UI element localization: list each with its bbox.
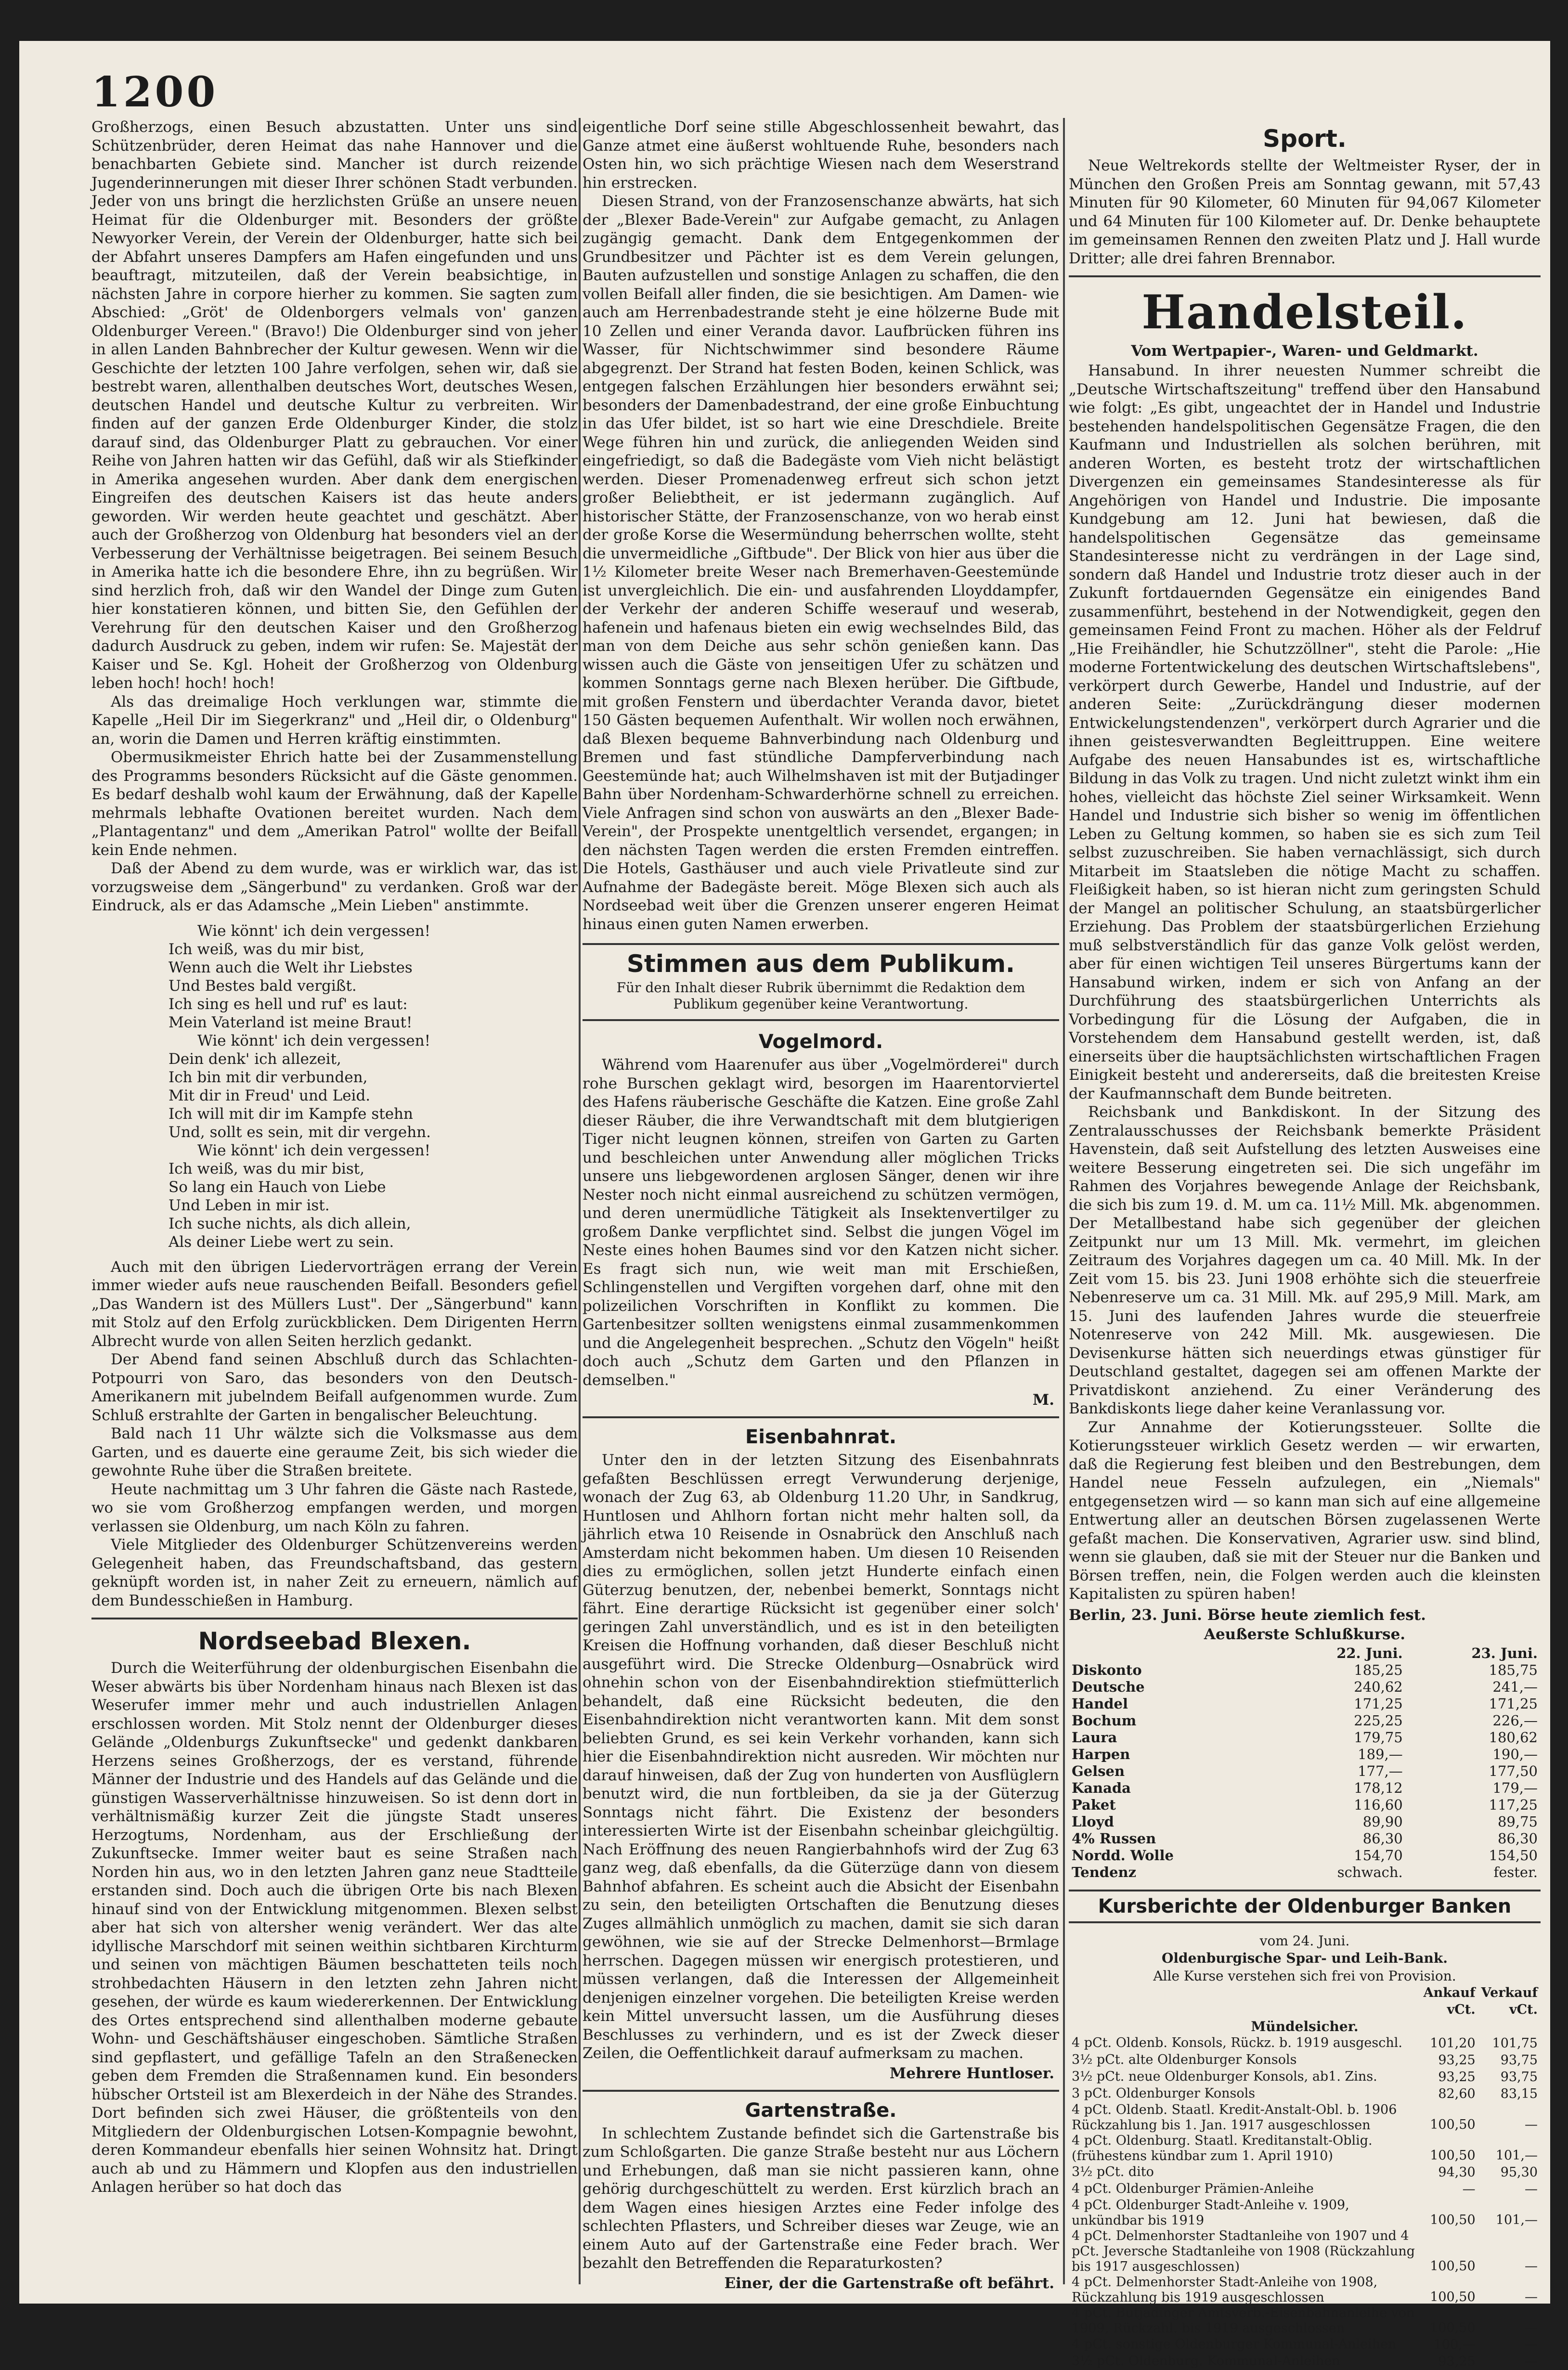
song-lyrics [168, 922, 578, 1251]
bond-group-label: Mündelsicher. [1251, 2018, 1359, 2034]
section-rule [91, 1618, 578, 1619]
stock-price: 190,— [1492, 1746, 1538, 1762]
subheadline-market: Vom Wertpapier-, Waren- und Geldmarkt. [1131, 342, 1478, 360]
table-row [1069, 1746, 1541, 1763]
bond-name: 4 pCt. Delmenhorster Stadtanleihe von 1907 und 4 pCt. Jeversche Stadtanleihe von 1908 (Rückzahlung bis 1917 ausgeschlossen) [1072, 2228, 1415, 2274]
stock-price: 177,— [1358, 1762, 1403, 1779]
poem-line: Und Leben in mir ist. [168, 1196, 330, 1214]
poem-line: Ich bin mit dir verbunden, [168, 1068, 368, 1086]
kurs-date: vom 24. Juni. [1259, 1932, 1350, 1949]
poem-line: Als deiner Liebe wert zu sein. [168, 1233, 394, 1251]
section-rule [583, 1416, 1059, 1418]
stock-price: 178,12 [1354, 1779, 1403, 1796]
bond-rate: 93,25 [1438, 2052, 1476, 2068]
kurs-note: Alle Kurse verstehen sich frei von Provision. [1153, 1968, 1456, 1984]
bond-rate: 95,30 [1500, 2164, 1538, 2180]
stock-table-header: 23. Juni. [1471, 1645, 1538, 1661]
section-rule [1069, 275, 1541, 277]
bond-name: 4 pCt. Delmenhorster Stadt-Anleihe von 1908, Rückzahlung bis 1919 ausgeschlossen [1072, 2274, 1378, 2305]
bond-rate: 83,15 [1500, 2086, 1538, 2101]
headline-eisenbahnrat: Eisenbahnrat. [745, 1426, 897, 1448]
stock-price: schwach. [1337, 1864, 1403, 1880]
stock-price: fester. [1493, 1864, 1538, 1880]
article-paragraph: Zur Annahme der Kotierungssteuer. Sollte die Kotierungssteuer wirklich Gesetz werden — wir erwarten, daß die Regierung fest bleiben und den Bestrebungen, dem Handel neue Fesseln aufzulegen, ein „Niemals" entgegensetzen wird — so kann man sich auf eine allgemeine Entwertung aller an deutschen Börsen zugelassenen Werte gefaßt machen. Die Konservativen, Agrarier usw. sind blind, wenn sie glauben, daß sie mit der Steuer nur die Banken und Börsen treffen, nein, die Folgen werden auch die kleinsten Kapitalisten zu spüren haben! [1069, 1418, 1541, 1603]
table-row [1069, 1763, 1541, 1780]
headline-kursberichte: Kursberichte der Oldenburger Banken [1098, 1895, 1512, 1917]
bond-rate: 100,50 [1430, 2320, 1476, 2335]
stock-name: Harpen [1072, 1746, 1130, 1762]
stock-price: 179,— [1492, 1779, 1538, 1796]
bond-name: 3½ pCt. alte Oldenburger Konsols [1072, 2052, 1297, 2067]
bond-table-header: Ankauf [1423, 1985, 1476, 2000]
poem-line: Und Bestes bald vergißt. [168, 977, 357, 995]
bond-name: 4 pCt. Oldenb. Staatl. Kredit-Anstalt-Obl. b. 1906 Rückzahlung bis 1. Jan. 1917 ausgeschlossen [1072, 2102, 1397, 2133]
headline-gartenstrasse: Gartenstraße. [745, 2099, 897, 2122]
bond-rate: — [1525, 2320, 1538, 2335]
table-row [1069, 1847, 1541, 1864]
poem-line: Wie könnt' ich dein vergessen! [197, 922, 431, 940]
bond-rate: — [1525, 2258, 1538, 2274]
table-row [1069, 1797, 1541, 1813]
column-1 [91, 118, 578, 2284]
poem-line: Wenn auch die Welt ihr Liebstes [168, 958, 413, 976]
headline-blexen: Nordseebad Blexen. [198, 1627, 471, 1655]
stock-price: 86,30 [1497, 1830, 1538, 1847]
article-paragraph: eigentliche Dorf seine stille Abgeschlossenheit bewahrt, das Ganze atmet eine äußerst wohltuende Ruhe, besonders nach Osten hin, wo sich prächtige Wiesen nach dem Weserstrand hin erstrecken. [583, 118, 1059, 192]
stock-price: 241,— [1492, 1678, 1538, 1695]
bond-rate: — [1462, 2181, 1476, 2197]
stock-table-header: 22. Juni. [1336, 1645, 1403, 1661]
stock-price: 89,75 [1497, 1813, 1538, 1830]
bond-rate: 93,25 [1438, 2069, 1476, 2085]
table-row [1069, 1712, 1541, 1729]
bond-rate: 82,60 [1438, 2086, 1476, 2101]
bond-rate: — [1525, 2354, 1538, 2369]
article-paragraph: Der Abend fand seinen Abschluß durch das Schlachten-Potpourri von Saro, das besonders von den Deutsch-Amerikanern mit jubelndem Beifall aufgenommen wurde. Zum Schluß erstrahlte der Garten in bengalischer Beleuchtung. [91, 1351, 578, 1424]
bond-table-header: Verkauf [1481, 1985, 1538, 2000]
signature: Einer, der die Gartenstraße oft befährt. [724, 2274, 1054, 2292]
table-row [1069, 2228, 1541, 2275]
poem-line: So lang ein Hauch von Liebe [168, 1178, 386, 1196]
article-paragraph: Während vom Haarenufer aus über „Vogelmörderei" durch rohe Burschen geklagt wird, besorgen im Haarentorviertel des Hafens räuberische Geschäfte die Katzen. Eine große Zahl dieser Räuber, die ihre Verwandtschaft mit dem blutgierigen Tiger nicht leugnen können, streifen von Garten zu Garten und beschleichen unter Anwendung aller möglichen Tricks unsere uns liebgewordenen arglosen Sänger, denen wir ihre Nester noch nicht einmal ausreichend zu schützen vermögen, und deren unermüdliche Tätigkeit als Insektenvertilger zu großem Danke verpflichtet sind. Selbst die jungen Vögel im Neste eines hohen Baumes sind vor den Katzen nicht sicher. Es fragt sich nun, wie weit man mit Erschießen, Schlingenstellen und Vergiften vorgehen darf, ohne mit den polizeilichen Vorschriften in Konflikt zu kommen. Die Gartenbesitzer sollten wenigstens einmal zusammenkommen und die Angelegenheit besprechen. „Schutz den Vögeln" heißt doch auch „Schutz dem Garten und den Pflanzen in demselben." [583, 1056, 1059, 1389]
bond-rate: — [1525, 2181, 1538, 2197]
bond-rate: 100,50 [1430, 2117, 1476, 2132]
table-row [1069, 1729, 1541, 1746]
bond-name: 3½ pCt. Oldenburg. Kommunal-Anleihen [1072, 2354, 1340, 2369]
stock-name: Lloyd [1072, 1813, 1114, 1830]
stock-price: 240,62 [1354, 1678, 1403, 1695]
article-paragraph: Auch mit den übrigen Liedervorträgen errang der Verein immer wieder aufs neue rauschenden Beifall. Besonders gefiel „Das Wandern ist des Müllers Lust". Der „Sängerbund" kann mit Stolz auf den Erfolg zurückblicken. Dem Dirigenten Herrn Albrecht wurde von allen Seiten herzlich gedankt. [91, 1258, 578, 1350]
article-paragraph: Neue Weltrekords stellte der Weltmeister Ryser, der in München den Großen Preis am Sonntag gewann, mit 57,43 Minuten für 90 Kilometer, 60 Minuten für 94,067 Kilometer und 64 Minuten für 100 Kilometer auf. Dr. Denke behauptete im gemeinsamen Rennen den zweiten Platz und J. Hall wurde Dritter; alle drei fahren Brennabor. [1069, 157, 1541, 267]
table-row [1069, 2275, 1541, 2305]
bond-rate: 101,— [1495, 2148, 1538, 2163]
stock-price: 171,25 [1489, 1695, 1538, 1712]
bond-name: 4 pCt. Oldenburg. Staatl. Kreditanstalt-Oblig. (frühestens kündbar zum 1. April 1910) [1072, 2133, 1373, 2163]
article-paragraph: In schlechtem Zustande befindet sich die Gartenstraße bis zum Schloßgarten. Die ganze Straße besteht nur aus Löchern und Erhebungen, daß man sie nicht passieren kann, ohne gehörig durchgeschüttelt zu werden. Erst kürzlich brach an dem Wagen eines hiesigen Arztes eine Feder infolge des schlechten Pflasters, und Schreiber dieses war Zeuge, wie an einem Auto auf der Gartenstraße eine Feder brach. Wer bezahlt den Betreffenden die Reparaturkosten? [583, 2124, 1059, 2272]
table-row [1069, 2336, 1541, 2353]
bond-name: 4 pCt. Oldenb. Konsols, Rückz. b. 1919 ausgeschl. [1072, 2035, 1402, 2050]
headline-vogelmord: Vogelmord. [758, 1031, 883, 1053]
stock-exchange-intro: Berlin, 23. Juni. Börse heute ziemlich fest. [1069, 1606, 1426, 1624]
headline-sport: Sport. [1263, 125, 1347, 153]
stock-price: 171,25 [1354, 1695, 1403, 1712]
bond-name: 3½ pCt. neue Oldenburger Konsols, ab1. Zins. [1072, 2069, 1377, 2084]
stock-price: 189,— [1358, 1746, 1403, 1762]
stock-name: Laura [1072, 1729, 1117, 1746]
article-paragraph: Als das dreimalige Hoch verklungen war, stimmte die Kapelle „Heil Dir im Siegerkranz" und „Heil dir, o Oldenburg" an, worin die Damen und Herren kräftig einstimmten. [91, 693, 578, 748]
table-row [1069, 1780, 1541, 1797]
poem-line: Wie könnt' ich dein vergessen! [197, 1141, 431, 1159]
table-row [1069, 2069, 1541, 2085]
bond-rate: 94,30 [1438, 2164, 1476, 2180]
stock-name: 4% Russen [1072, 1830, 1156, 1847]
stock-price: 177,50 [1489, 1762, 1538, 1779]
bond-rate: 100,50 [1430, 2148, 1476, 2163]
bond-rate: — [1525, 2289, 1538, 2305]
poem-line: Ich weiß, was du mir bist, [168, 1160, 365, 1178]
poem-line: Ich suche nichts, als dich allein, [168, 1215, 411, 1232]
bond-rate: 100,50 [1430, 2258, 1476, 2274]
stock-name: Bochum [1072, 1712, 1137, 1729]
article-paragraph: Hansabund. In ihrer neuesten Nummer schreibt die „Deutsche Wirtschaftszeitung" treffend über den Hansabund wie folgt: „Es gibt, ungeachtet der in Handel und Industrie bestehenden handelspolitischen Gegensätze Fragen, die den Kaufmann und Industriellen als solchen berühren, mit anderen Worten, es besteht trotz der wirtschaftlichen Divergenzen ein gemeinsames Standesinteresse als für Angehörigen von Handel und Industrie. Die imposante Kundgebung am 12. Juni hat bewiesen, daß die handelspolitischen Gegensätze das gemeinsame Standesinteresse nicht zu verdrängen in der Lage sind, sondern daß Handel und Industrie trotz dieser auch in der Zukunft fortdauernden Gegensätze ein einigendes Band zusammenführt, bestehend in der Notwendigkeit, gegen den gemeinsamen Feind Front zu machen. Höher als der Feldruf „Hie Freihändler, hie Schutzzöllner", steht die Parole: „Hie moderne Fortentwickelung des deutschen Wirtschaftslebens", verkörpert durch Gewerbe, Handel und Industrie, auf der anderen Seite: „Zurückdrängung dieser modernen Entwickelungstendenzen", verkörpert durch Agrarier und die ihnen geistesverwandten Begleittruppen. Eine weitere Aufgabe des neuen Hansabundes ist es, wirtschaftliche Bildung in das Volk zu tragen. Und nicht zuletzt winkt ihm ein hohes, vielleicht das höchste Ziel seiner Wirksamkeit. Wenn Handel und Industrie sich bisher so wenig im öffentlichen Leben zu Geltung kommen, so haben sie es sich zum Teil selbst zuzuschreiben. Sie haben vernachlässigt, sich durch Mitarbeit im Staatsleben die nötige Macht zu schaffen. Fleißigkeit haben, so ist hieran nicht zum geringsten Schuld der Mangel an politischer Schulung, an staatsbürgerlicher Erziehung. Das Problem der staatsbürgerlichen Erziehung muß selbstverständlich für das ganze Volk gelöst werden, aber für einen wichtigen Teil unseres Bürgertums kann der Hansabund wirken, indem er sich von Anfang an der Durchführung des staatsbürgerlichen Unterrichts als Vorbedingung für die Lösung der Aufgaben, die in Vorstehendem dem Hansabund gestellt werden, ist, daß einerseits über die hauptsächlichsten wirtschaftlichen Fragen Einigkeit besteht und andererseits, daß die breitesten Kreise der Kaufmannschaft dem Bunde beitreten. [1069, 362, 1541, 1102]
stock-price: 180,62 [1489, 1729, 1538, 1746]
bond-rate: 100,50 [1430, 2289, 1476, 2305]
table-row [1069, 2164, 1541, 2181]
newspaper-page [19, 41, 1550, 2369]
column-3 [1069, 118, 1541, 2369]
column-2 [583, 118, 1059, 2292]
table-row [1069, 2353, 1541, 2370]
bond-rate: — [1525, 2337, 1538, 2352]
stock-price: 185,75 [1489, 1661, 1538, 1678]
bond-name: 4 pCt. sonstige Oldenburger Kommunal-Anleihen [1072, 2337, 1397, 2352]
bond-rate: 101,75 [1492, 2035, 1538, 2051]
bond-rate: 101,20 [1430, 2035, 1476, 2051]
poem-line: Ich will mit dir im Kampfe stehn [168, 1105, 413, 1123]
section-header-box [1069, 1890, 1541, 1923]
article-paragraph: Reichsbank und Bankdiskont. In der Sitzung des Zentralausschusses der Reichsbank bemerkte Präsident Havenstein, daß seit Aufstellung des letzten Ausweises eine weitere Besserung eingetreten sei. Die sich ungefähr im Rahmen des Vorjahres bewegende Anlage der Reichsbank, die sich bis zum 19. d. M. um ca. 11½ Mill. Mk. abgenommen. Der Metallbestand habe sich gegenüber der gleichen Zeitpunkt nur um 13 Mill. Mk. vermehrt, im gleichen Zeitraum des Vorjahres dagegen um ca. 40 Mill. Mk. In der Zeit vom 15. bis 23. Juni 1908 erhöhte sich die steuerfreie Nebenreserve um ca. 31 Mill. Mk. auf 295,9 Mill. Mark, am 15. Juni des laufenden Jahres wurde die steuerfreie Notenreserve von 242 Mill. Mk. ausgewiesen. Die Devisenkurse hätten sich neuerdings etwas günstiger für Deutschland gestaltet, dagegen sei am offenen Markte der Privatdiskont anziehend. Zu einer Veränderung des Bankdiskonts liege daher keine Veranlassung vor. [1069, 1103, 1541, 1417]
bond-name: 4 pCt. Butjadinger Amtsverb.-Eisenbahnanleihe von 1909, Rückzahl. bis 1919 ausgeschlossen [1072, 2305, 1415, 2336]
stock-name: Tendenz [1072, 1864, 1137, 1880]
table-row [1069, 2198, 1541, 2228]
table-row [1069, 2102, 1541, 2133]
stock-price: 185,25 [1354, 1661, 1403, 1678]
stock-name: Paket [1072, 1796, 1116, 1813]
stock-name: Gelsen [1072, 1762, 1125, 1779]
stock-name: Diskonto [1072, 1661, 1142, 1678]
stock-price: 179,75 [1354, 1729, 1403, 1746]
bond-rate: — [1525, 2117, 1538, 2132]
table-row [1069, 2133, 1541, 2164]
stock-price: 116,60 [1354, 1796, 1403, 1813]
bond-table-unit: vCt. [1509, 2002, 1538, 2017]
column-divider [579, 118, 581, 2284]
stock-table [1069, 1645, 1541, 1881]
poem-line: Mit dir in Freud' und Leid. [168, 1087, 371, 1104]
stock-name: Deutsche [1072, 1678, 1145, 1695]
bond-name: 4 pCt. Oldenburger Prämien-Anleihe [1072, 2181, 1314, 2196]
stock-price: 225,25 [1354, 1712, 1403, 1729]
bond-rate: 93,25 [1438, 2354, 1476, 2369]
article-paragraph: Durch die Weiterführung der oldenburgischen Eisenbahn die Weser abwärts bis über Nordenham hinaus nach Blexen ist das Weserufer immer mehr und auch industriellen Anlagen erschlossen worden. Mit Stolz nennt der Oldenburger dieses Gelände „Oldenburgs Zukunftsecke" und gedenkt dankbaren Herzens seines Großherzogs, der es verstand, führende Männer der Industrie und des Handels auf das Gelände und die günstigen Wasserverhältnisse hinzuweisen. So ist denn dort in verhältnismäßig kurzer Zeit die jüngste Stadt unseres Herzogtums, Nordenham, aus der Erschließung der Zukunftsecke. Immer weiter baut es seine Straßen nach Norden hin aus, wo in den letzten Jahren ganz neue Stadtteile erstanden sind. Doch auch die übrigen Orte bis nach Blexen hinauf sind von der Entwicklung mitgenommen. Blexen selbst aber hat sich von altersher wenig verändert. Wer das alte idyllische Marschdorf mit seinen weithin sichtbaren Kirchturm und seinen von mächtigen Bäumen beschatteten teils noch strohbedachten Häusern in den letzten zehn Jahren nicht gesehen, der würde es kaum wiedererkennen. Der Entwicklung des Ortes entsprechend sind allenthalben moderne gebaute Wohn- und Geschäftshäuser eingeschoben. Sämtliche Straßen sind gepflastert, und gefällige Tafeln an den Straßenecken geben dem Fremden die Straßennamen kund. Ein besonders hübscher Ortsteil ist am Blexerdeich in der Nähe des Strandes. Dort befinden sich zwei Häuser, die größtenteils von den Mitgliedern der Oldenburgischen Lotsen-Kompagnie bewohnt, deren Kommandeur ebenfalls hier seinen Wohnsitz hat. Dringt auch ab und zu Hämmern und Klopfen aus den industriellen Anlagen herüber so hat doch das [91, 1659, 578, 2196]
bond-rate: 101,— [1495, 2212, 1538, 2228]
article-paragraph: Obermusikmeister Ehrich hatte bei der Zusammenstellung des Programms besonders Rücksicht auf die Gäste genommen. Es bedarf deshalb wohl kaum der Erwähnung, daß der Kapelle mehrmals lebhafte Ovationen bereitet wurden. Nach dem „Plantagentanz" und dem „Amerikan Patrol" wollte der Beifall kein Ende nehmen. [91, 749, 578, 859]
poem-line: Ich sing es hell und ruf' es laut: [168, 995, 408, 1013]
table-row [1069, 1679, 1541, 1696]
bond-rate: 100,50 [1430, 2212, 1476, 2228]
kurs-bank: Oldenburgische Spar- und Leih-Bank. [1162, 1950, 1448, 1966]
table-row [1069, 2181, 1541, 2198]
section-header-box [583, 943, 1059, 1021]
poem-line: Wie könnt' ich dein vergessen! [197, 1032, 431, 1049]
signature: M. [1032, 1391, 1054, 1409]
bond-name: 4 pCt. Oldenburger Stadt-Anleihe v. 1909, unkündbar bis 1919 [1072, 2197, 1349, 2228]
stock-price: 86,30 [1362, 1830, 1403, 1847]
table-row [1069, 1830, 1541, 1847]
table-row [1069, 2035, 1541, 2052]
poem-line: Dein denk' ich allezeit, [168, 1050, 341, 1068]
page-number: 1200 [91, 68, 219, 117]
article-paragraph: Bald nach 11 Uhr wälzte sich die Volksmasse aus dem Garten, und es dauerte eine geraume Zeit, bis sich wieder die gewohnte Ruhe über die Straßen breitete. [91, 1425, 578, 1479]
stock-table-title: Aeußerste Schlußkurse. [1204, 1625, 1406, 1643]
article-paragraph: Heute nachmittag um 3 Uhr fahren die Gäste nach Rastede, wo sie vom Großherzog empfangen werden, und morgen verlassen sie Oldenburg, um nach Köln zu fahren. [91, 1480, 578, 1535]
table-row [1069, 2305, 1541, 2336]
article-paragraph: Unter den in der letzten Sitzung des Eisenbahnrats gefaßten Beschlüssen erregt Verwunderung derjenige, wonach der Zug 63, ab Oldenburg 11.20 Uhr, in Sandkrug, Huntlosen und Ahlhorn fortan nicht mehr halten soll, da jährlich etwa 10 Reisende in Osnabrück den Anschluß nach Amsterdam nicht bekommen haben. Um diesen 10 Reisenden dies zu ermöglichen, sollen jetzt Hunderte einfach einen Güterzug benutzen, der, nebenbei bemerkt, Sonntags nicht fährt. Eine derartige Rücksicht ist gegenüber einer solch' geringen Zahl unverständlich, und es ist in den beteiligten Kreisen die Hoffnung vorhanden, daß dieser Beschluß nicht ausgeführt wird. Die Strecke Oldenburg—Osnabrück wird ohnehin schon von der Eisenbahndirektion stiefmütterlich behandelt, daß eine Rücksicht bedeuten, die den Eisenbahndirektion nicht verantworten kann. Mit dem sonst beliebten Grund, es sei kein Verkehr vorhanden, kann sich hier die Eisenbahndirektion nicht ausreden. Wir möchten nur darauf hinweisen, daß der Zug von hunderten von Ausflüglern benutzt wird, die nun fortbleiben, da sie ja der Güterzug Sonntags nicht fährt. Die Existenz der besonders interessierten Wirte ist der Eisenbahn scheinbar gleichgültig. Nach Eröffnung des neuen Rangierbahnhofs wird der Zug 63 ganz weg, daß ebenfalls, da die Güterzüge dann von diesem Bahnhof abfahren. Es scheint auch die Absicht der Eisenbahn zu sein, den beteiligten Ortschaften die Benutzung dieses Zuges allmählich unmöglich zu machen, damit sie sich daran gewöhnen, wie sie auf der Strecke Delmenhorst—Brmlage herrschen. Dagegen müssen wir energisch protestieren, und müssen verlangen, daß die Interessen der Allgemeinheit denjenigen einzelner vorgehen. Die beteiligten Kreise werden kein Mittel unversucht lassen, um die Ausführung dieses Beschlusses zu verhindern, und es ist der Zweck dieser Zeilen, die Oeffentlichkeit darauf aufmerksam zu machen. [583, 1451, 1059, 2062]
bond-name: 3½ pCt. dito [1072, 2164, 1154, 2179]
article-paragraph: Viele Mitglieder des Oldenburger Schützenvereins werden Gelegenheit haben, das Freundschaftsband, das gestern geknüpft worden ist, in naher Zeit zu erneuern, nämlich auf dem Bundesschießen in Hamburg. [91, 1536, 578, 1609]
table-row [1069, 2085, 1541, 2102]
headline-handelsteil: Handelsteil. [1141, 285, 1468, 339]
article-paragraph: Daß der Abend zu dem wurde, was er wirklich war, das ist vorzugsweise dem „Sängerbund" zu verdanken. Groß war der Eindruck, als er das Adamsche „Mein Lieben" anstimmte. [91, 860, 578, 914]
bond-rate: 93,75 [1500, 2052, 1538, 2068]
editorial-note: Für den Inhalt dieser Rubrik übernimmt die Redaktion dem Publikum gegenüber keine Verantwortung. [616, 980, 1025, 1012]
table-row [1069, 2052, 1541, 2069]
signature: Mehrere Huntloser. [889, 2064, 1054, 2082]
stock-name: Nordd. Wolle [1072, 1847, 1174, 1864]
bond-table [1069, 1984, 1541, 2370]
table-row [1069, 1696, 1541, 1712]
stock-name: Kanada [1072, 1779, 1131, 1796]
stock-price: 154,50 [1489, 1847, 1538, 1864]
bond-name: 3 pCt. Oldenburger Konsols [1072, 2086, 1256, 2101]
headline-stimmen: Stimmen aus dem Publikum. [626, 950, 1015, 978]
poem-line: Und, sollt es sein, mit dir vergehn. [168, 1123, 431, 1141]
table-row [1069, 1813, 1541, 1830]
column-divider [1063, 118, 1065, 2284]
table-row [1069, 1662, 1541, 1679]
section-rule [583, 2090, 1059, 2092]
stock-price: 89,90 [1362, 1813, 1403, 1830]
table-row [1069, 1864, 1541, 1881]
bond-table-unit: vCt. [1447, 2002, 1476, 2017]
poem-line: Ich weiß, was du mir bist, [168, 940, 365, 958]
bond-rate: 93,75 [1500, 2069, 1538, 2085]
article-paragraph: Großherzogs, einen Besuch abzustatten. Unter uns sind Schützenbrüder, deren Heimat das nahe Hannover und die benachbarten Gebiete sind. Mancher ist durch reizende Jugenderinnerungen mit dieser Ihrer schönen Stadt verbunden. Jeder von uns bringt die herzlichsten Grüße an unsere neuen Heimat für die Oldenburger mit. Besonders der größte Newyorker Verein, der Verein der Oldenburger, hatte sich bei der Abfahrt unseres Dampfers am Hafen eingefunden und uns beauftragt, mitzuteilen, daß der Verein beabsichtige, in nächsten Jahre in corpore hierher zu kommen. Sie sagten zum Abschied: „Gröt' de Oldenborgers velmals von' ganzen Oldenburger Vereen." (Bravo!) Die Oldenburger sind von jeher in allen Landen Bahnbrecher der Kultur gewesen. Wenn wir die Geschichte der letzten 100 Jahre verfolgen, sehen wir, daß sie bestrebt waren, allenthalben deutsches Wort, deutsches Wesen, deutschen Handel und deutsche Kultur zu verbreiten. Wir finden auf der ganzen Erde Oldenburger Kinder, die stolz darauf sind, das Oldenburger Platt zu gebrauchen. Vor einer Reihe von Jahren hatten wir das Gefühl, daß wir als Stiefkinder in Amerika angesehen wurden. Aber dank dem energischen Eingreifen des deutschen Kaisers ist das heute anders geworden. Wir werden heute geachtet und geschätzt. Aber auch der Großherzog von Oldenburg hat besonders viel an der Verbesserung der Verhältnisse beigetragen. Bei seinem Besuch in Amerika hatte ich die besondere Ehre, ihn zu begrüßen. Wir sind herzlich froh, daß wir den Wandel der Dinge zum Guten hier konstatieren können, und bitten Sie, den Gefühlen der Verehrung für den deutschen Kaiser und den Großherzog dadurch Ausdruck zu geben, indem wir rufen: Se. Majestät der Kaiser und Se. Kgl. Hoheit der Großherzog von Oldenburg leben hoch! hoch! hoch! [91, 118, 578, 692]
stock-name: Handel [1072, 1695, 1128, 1712]
stock-price: 226,— [1492, 1712, 1538, 1729]
stock-price: 117,25 [1489, 1796, 1538, 1813]
poem-line: Mein Vaterland ist meine Braut! [168, 1013, 413, 1031]
bond-rate: 100,— [1433, 2337, 1476, 2352]
stock-price: 154,70 [1354, 1847, 1403, 1864]
article-paragraph: Diesen Strand, von der Franzosenschanze abwärts, hat sich der „Blexer Bade-Verein" zur Aufgabe gemacht, zu Anlagen zugängig gemacht. Dank dem Entgegenkommen der Grundbesitzer und Pächter ist es dem Verein gelungen, Bauten aufzustellen und sonstige Anlagen zu schaffen, die den vollen Beifall aller finden, die sie besichtigen. Am Damen- wie auch am Herrenbadestrande steht je eine hölzerne Bude mit 10 Zellen und einer Veranda davor. Laufbrücken führen ins Wasser, für Nichtschwimmer sind besondere Räume abgegrenzt. Der Strand hat festen Boden, keinen Schlick, was entgegen falschen Erzählungen hier besonders erwähnt sei; besonders der Damenbadestrand, der eine große Einbuchtung in das Ufer bildet, ist so hart wie eine Dreschdiele. Breite Wege führen hin und zurück, die anliegenden Weiden sind eingefriedigt, so daß die Badegäste vom Vieh nicht belästigt werden. Dieser Promenadenweg erfreut sich schon jetzt großer Beliebtheit, er ist jedermann zugänglich. Auf historischer Stätte, der Franzosenschanze, von wo herab einst der große Korse die Wesermündung beherrschen wollte, steht die unvermeidliche „Giftbude". Der Blick von hier aus über die 1½ Kilometer breite Weser nach Bremerhaven-Geestemünde ist unvergleichlich. Die ein- und ausfahrenden Lloyddampfer, der Verkehr der anderen Schiffe weserauf und weserab, hafenein und hafenaus bieten ein ewig wechselndes Bild, das man von dem Deiche aus sehr schön genießen kann. Das wissen auch die Gäste von jenseitigen Ufer zu schätzen und kommen Sonntags gerne nach Blexen herüber. Die Giftbude, mit großen Fenstern und überdachter Veranda davor, bietet 150 Gästen bequemen Aufenthalt. Wir wollen noch erwähnen, daß Blexen bequeme Bahnverbindung nach Oldenburg und Bremen und fast stündliche Dampferverbindung nach Geestemünde hat; auch Wilhelmshaven ist mit der Butjadinger Bahn über Nordenham-Schwarderhörne schnell zu erreichen. Viele Anfragen sind schon von auswärts an den „Blexer Bade-Verein", der Prospekte unentgeltlich versendet, ergangen; in den nächsten Tagen werden die ersten Fremden eintreffen. Die Hotels, Gasthäuser und auch viele Privatleute sind zur Aufnahme der Badegäste bereit. Möge Blexen sich auch als Nordseebad weit über die Grenzen unserer engeren Heimat hinaus einen guten Namen erwerben. [583, 193, 1059, 933]
